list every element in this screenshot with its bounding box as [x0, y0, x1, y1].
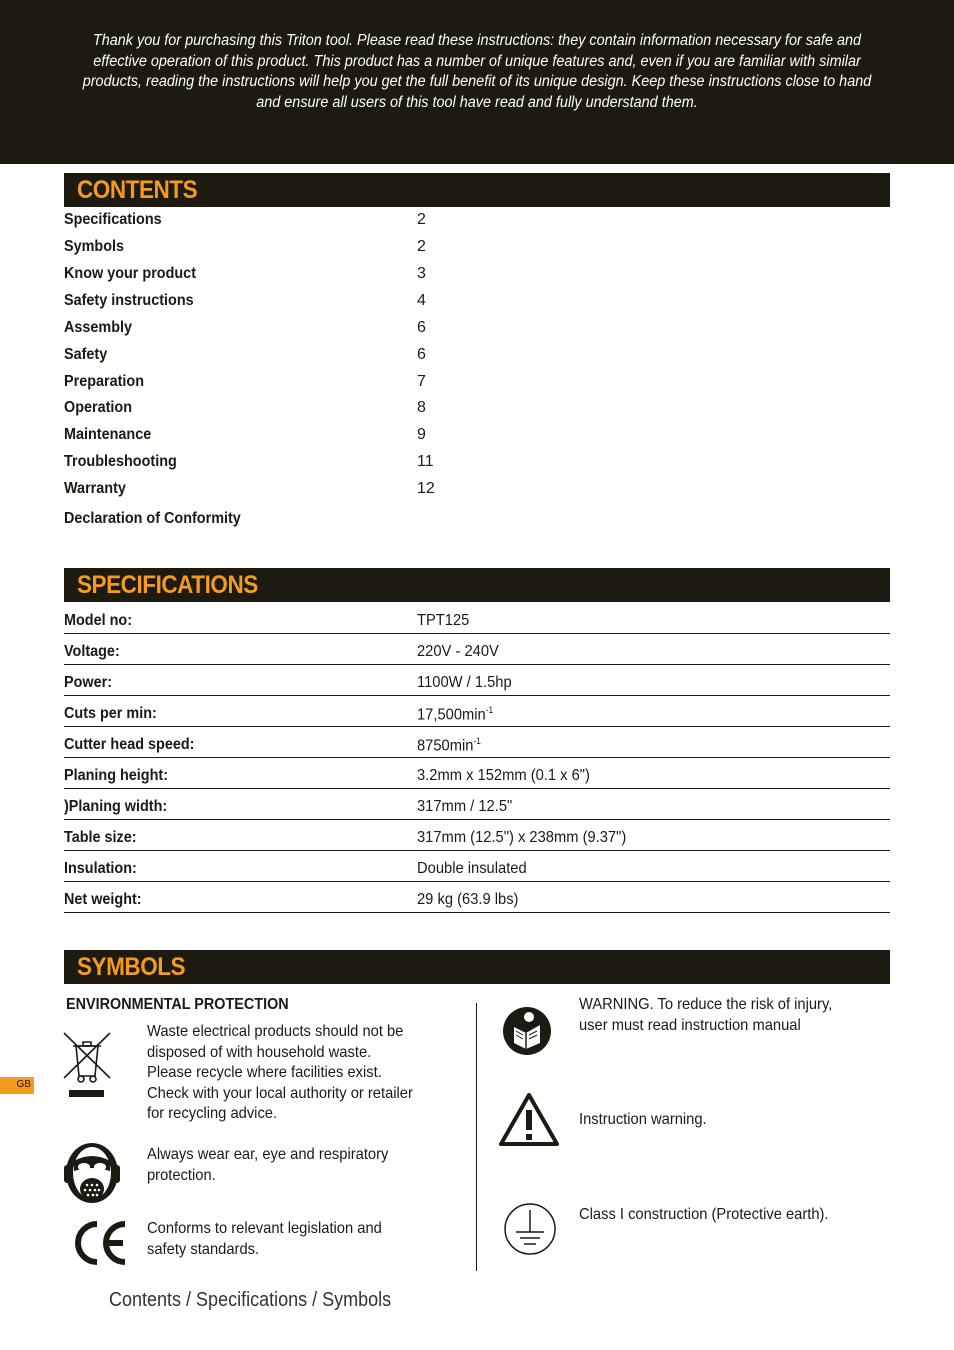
spec-label: Cutter head speed: [64, 736, 195, 753]
page-footer: Contents / Specifications / Symbols [109, 1289, 392, 1311]
symbols-title: SYMBOLS [77, 953, 186, 981]
spec-label: Insulation: [64, 860, 137, 877]
contents-item-page: 7 [417, 373, 426, 390]
contents-item-label: Symbols [64, 238, 125, 255]
contents-item [64, 399, 890, 421]
spec-value [417, 798, 512, 816]
contents-item-label: Safety instructions [64, 292, 194, 309]
contents-item [64, 265, 890, 287]
environmental-protection-heading: ENVIRONMENTAL PROTECTION [66, 996, 289, 1013]
specifications-title: SPECIFICATIONS [77, 571, 258, 599]
contents-item-label: Assembly [64, 319, 133, 336]
contents-item-label: Safety [64, 346, 108, 363]
contents-item-label: Preparation [64, 373, 145, 390]
contents-title: CONTENTS [77, 176, 198, 204]
contents-item-page: 11 [417, 453, 434, 470]
contents-item [64, 510, 890, 532]
spec-row [64, 850, 890, 882]
contents-item-page: 2 [417, 211, 426, 228]
intro-text: Thank you for purchasing this Triton tool. Please read these instructions: they contain information necessary for safe and effective operation of this product. This product has a number of unique features and, even if you are familiar with similar products, reading the instructions will help you get the full benefit of its unique design. Keep these instructions close to hand and ensure all users of this tool have read and fully understand them. [82, 32, 872, 111]
contents-item-page: 6 [417, 319, 426, 336]
spec-row [64, 726, 890, 758]
contents-item-label: Operation [64, 399, 133, 416]
spec-value-text: TPT125 [417, 612, 470, 629]
contents-item-label: Declaration of Conformity [64, 510, 241, 527]
contents-header [64, 173, 890, 207]
language-tab: GB [0, 1077, 34, 1094]
instruction-warning-text: Instruction warning. [579, 1111, 707, 1128]
warning-triangle-icon [498, 1092, 560, 1152]
spec-label: Model no: [64, 612, 132, 629]
symbols-header [64, 950, 890, 984]
ce-mark-icon [71, 1219, 131, 1272]
spec-label: Planing height: [64, 767, 168, 784]
spec-value-text: Double insulated [417, 860, 527, 877]
contents-item-page: 12 [417, 480, 435, 497]
contents-item-label: Specifications [64, 211, 162, 228]
symbols-column-divider [476, 1003, 477, 1271]
contents-item-label: Maintenance [64, 426, 152, 443]
weee-text: Waste electrical products should not be disposed of with household waste. Please recycle where facilities exist. Check with your local authority or retailer for recycling advice. [147, 1023, 413, 1122]
spec-value-text: 220V - 240V [417, 643, 499, 660]
spec-row [64, 633, 890, 665]
spec-value [417, 674, 512, 692]
contents-item [64, 480, 890, 502]
contents-item [64, 426, 890, 448]
spec-value-text: 17,500min [417, 706, 486, 724]
contents-item [64, 292, 890, 314]
spec-value-unit-exponent: -1 [485, 705, 494, 715]
spec-value-text: 1100W / 1.5hp [417, 674, 512, 691]
spec-row [64, 695, 890, 727]
spec-label: Cuts per min: [64, 705, 157, 722]
contents-item-label: Troubleshooting [64, 453, 177, 470]
spec-value [417, 767, 590, 785]
contents-item-label: Warranty [64, 480, 126, 497]
ce-text: Conforms to relevant legislation and safety standards. [147, 1220, 382, 1258]
protective-earth-text: Class I construction (Protective earth). [579, 1206, 829, 1223]
contents-item [64, 373, 890, 395]
spec-label: )Planing width: [64, 798, 168, 815]
spec-value-text: 8750min [417, 737, 474, 755]
contents-item-page: 6 [417, 346, 426, 363]
spec-value [417, 643, 499, 661]
spec-value-text: 29 kg (63.9 lbs) [417, 891, 519, 908]
spec-label: Voltage: [64, 643, 120, 660]
spec-value [417, 705, 493, 724]
spec-label: Table size: [64, 829, 137, 846]
spec-label: Net weight: [64, 891, 142, 908]
contents-item [64, 453, 890, 475]
spec-value [417, 829, 626, 847]
contents-item [64, 211, 890, 233]
specifications-header [64, 568, 890, 602]
spec-label: Power: [64, 674, 113, 691]
ppe-text: Always wear ear, eye and respiratory protection. [147, 1146, 389, 1184]
read-manual-text: WARNING. To reduce the risk of injury, user must read instruction manual [579, 996, 833, 1034]
contents-item-page: 3 [417, 265, 426, 282]
spec-row [64, 788, 890, 820]
contents-item-page: 4 [417, 292, 426, 309]
spec-value [417, 860, 527, 878]
spec-value-text: 3.2mm x 152mm (0.1 x 6") [417, 767, 590, 784]
contents-item-page: 8 [417, 399, 426, 416]
weee-bin-icon [62, 1030, 112, 1105]
contents-item-page: 2 [417, 238, 426, 255]
contents-item-label: Know your product [64, 265, 196, 282]
intro-banner [0, 0, 954, 164]
contents-item [64, 319, 890, 341]
contents-item [64, 346, 890, 368]
spec-value-text: 317mm / 12.5" [417, 798, 513, 815]
contents-item [64, 238, 890, 260]
spec-row [64, 664, 890, 696]
spec-value [417, 891, 518, 909]
protective-earth-icon [503, 1202, 557, 1261]
spec-value-unit-exponent: -1 [473, 736, 481, 746]
spec-row [64, 602, 890, 634]
contents-item-page: 9 [417, 426, 426, 443]
spec-row [64, 881, 890, 913]
spec-value [417, 612, 469, 630]
spec-value-text: 317mm (12.5") x 238mm (9.37") [417, 829, 627, 846]
ppe-ear-eye-respiratory-icon [63, 1141, 121, 1210]
read-manual-icon [502, 1005, 552, 1062]
spec-row [64, 819, 890, 851]
spec-row [64, 757, 890, 789]
spec-value [417, 736, 481, 755]
